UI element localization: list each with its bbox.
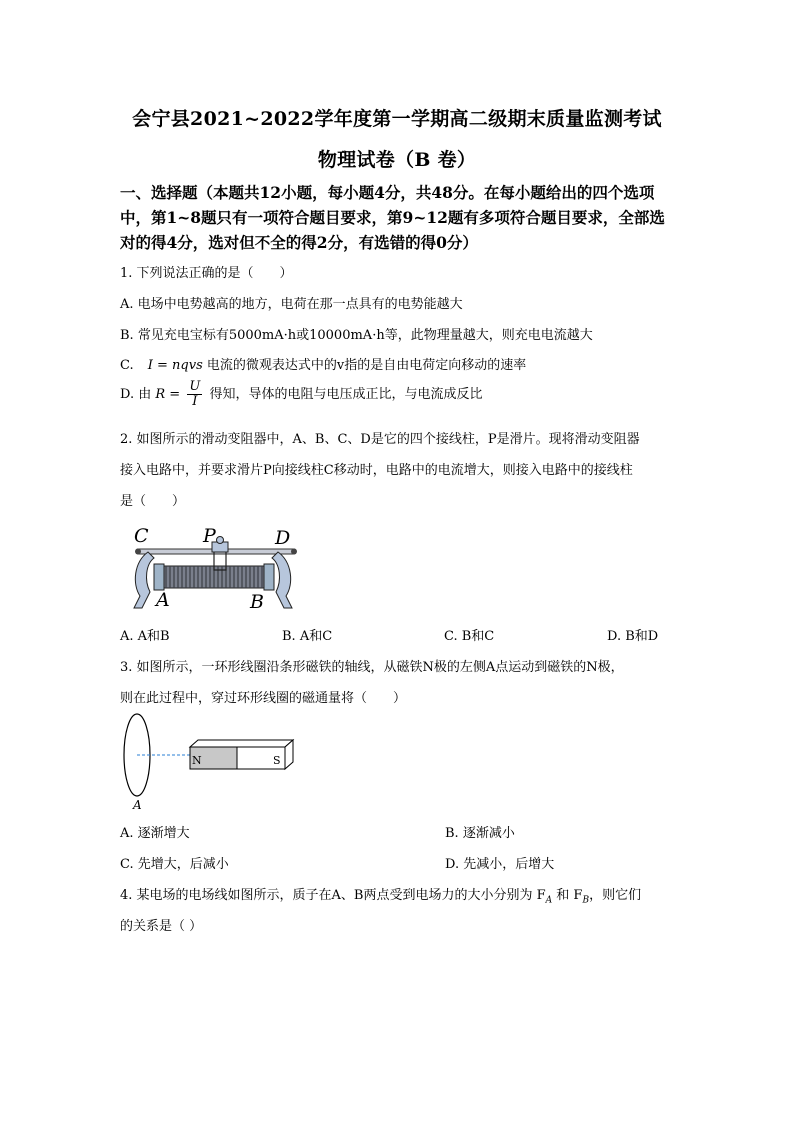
q3-stem-line1: 3. 如图所示，一环形线圈沿条形磁铁的轴线，从磁铁N极的左侧A点运动到磁铁的N极， (120, 660, 624, 675)
q4-subscript-b: B (582, 895, 590, 906)
fraction-numerator: U (189, 379, 201, 394)
figure-label-d: D (275, 527, 291, 549)
q3-option-b: B. 逐渐减小 (445, 826, 515, 841)
q1-option-a: A. 电场中电势越高的地方，电荷在那一点具有的电势能越大 (120, 297, 463, 312)
q1-option-d-text: 得知，导体的电阻与电压成正比，与电流成反比 (209, 387, 483, 402)
figure-label-a: A (156, 589, 170, 611)
q4-stem-tail: ，则它们 (589, 888, 642, 903)
q1-option-c-formula: I = nqvs (147, 358, 203, 373)
q1-stem: 1. 下列说法正确的是（ ） (120, 266, 293, 281)
figure-label-b: B (250, 591, 264, 613)
q1-option-d-fraction (187, 380, 202, 409)
section-instructions: 一、选择题（本题共12小题，每小题4分，共48分。在每小题给出的四个选项中，第1~8题只有一项符合题目要求，第9~12题有多项符合题目要求，全部选对的得4分，选对但不全的得2分，有选错的得0分） (120, 183, 665, 252)
q2-option-c: C. B和C (444, 629, 495, 644)
q1-option-d-lhs: R = (155, 387, 181, 402)
q1-option-c-text: 电流的微观表达式中的v指的是自由电荷定向移动的速率 (202, 358, 527, 373)
rheostat-figure (126, 522, 306, 614)
q2-stem-line2: 接入电路中，并要求滑片P向接线柱C移动时，电路中的电流增大，则接入电路中的接线柱 (120, 463, 633, 478)
magnet-label-s: S (273, 754, 281, 767)
q3-option-d: D. 先减小，后增大 (445, 857, 555, 872)
q1-option-d-prefix: D. 由 (120, 387, 152, 402)
q4-subscript-a: A (545, 895, 553, 906)
q3-option-c: C. 先增大，后减小 (120, 857, 229, 872)
magnet-label-n: N (192, 754, 202, 767)
q4-stem-line1 (120, 884, 641, 906)
figure-label-p: P (203, 525, 216, 547)
exam-subtitle: 物理试卷（B 卷） (317, 149, 477, 171)
q1-option-b: B. 常见充电宝标有5000mA·h或10000mA·h等，此物理量越大，则充电电流越大 (120, 328, 593, 343)
q1-option-c-prefix: C. (120, 358, 134, 373)
q2-option-b: B. A和C (282, 629, 333, 644)
exam-title: 会宁县2021~2022学年度第一学期高二级期末质量监测考试 (132, 108, 662, 130)
figure-label-a: A (133, 798, 142, 812)
q2-option-a: A. A和B (120, 629, 170, 644)
q4-stem-line2: 的关系是（ ） (120, 919, 203, 934)
q2-stem-line1: 2. 如图所示的滑动变阻器中，A、B、C、D是它的四个接线柱，P是滑片。现将滑动变阻器 (120, 432, 640, 447)
q2-stem-line3: 是（ ） (120, 494, 186, 509)
q4-stem-mid: 和 F (552, 888, 583, 903)
q2-option-d: D. B和D (607, 629, 659, 644)
q3-option-a: A. 逐渐增大 (120, 826, 190, 841)
fraction-denominator: I (192, 394, 198, 409)
q1-option-c (120, 354, 526, 373)
figure-label-c: C (134, 525, 149, 547)
q1-option-d (120, 380, 482, 409)
q3-stem-line2: 则在此过程中，穿过环形线圈的磁通量将（ ） (120, 691, 407, 706)
q4-stem-start: 4. 某电场的电场线如图所示，质子在A、B两点受到电场力的大小分别为 F (120, 888, 546, 903)
magnet-coil-figure (118, 713, 308, 813)
